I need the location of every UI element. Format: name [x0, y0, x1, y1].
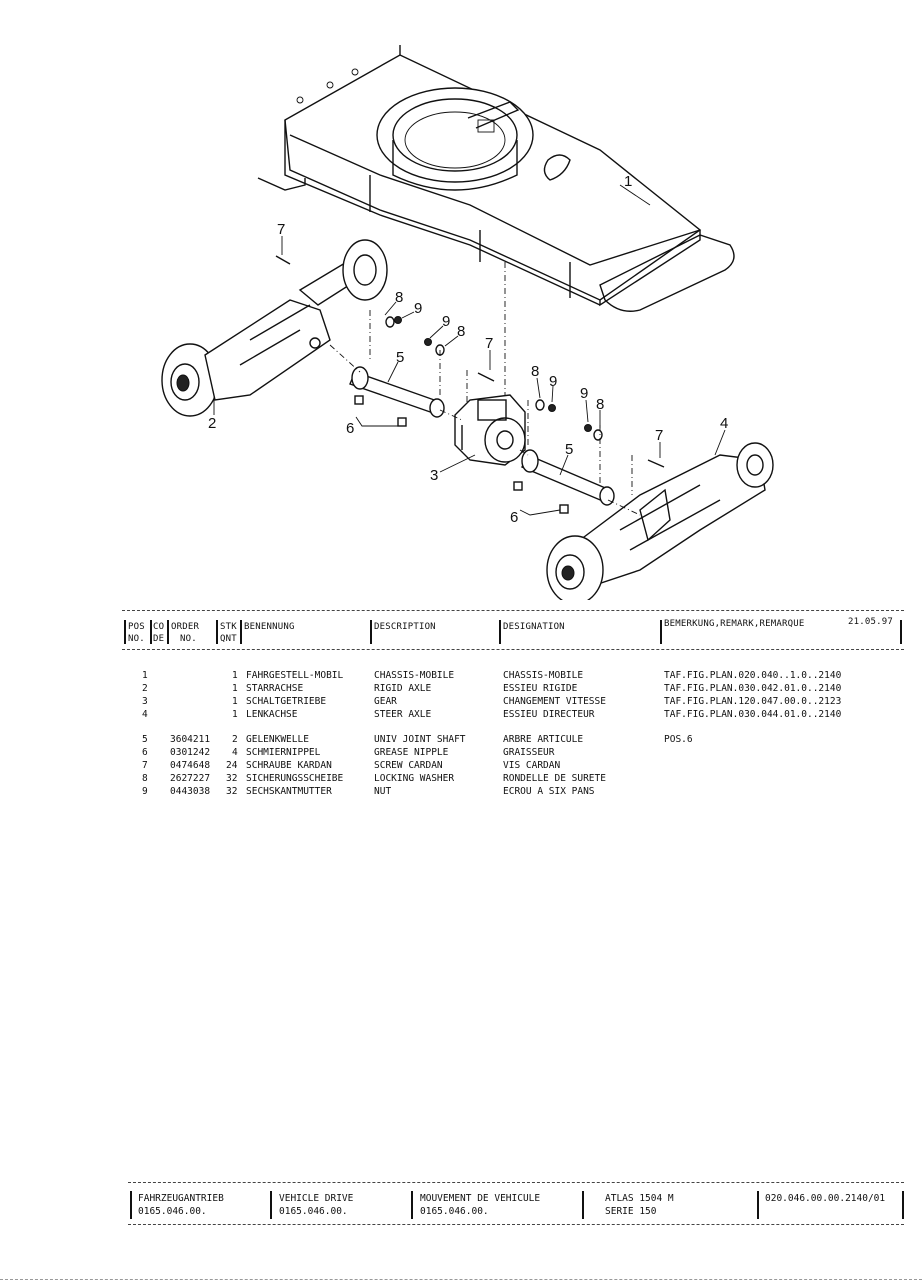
- header-divider: [167, 620, 169, 644]
- header-qty-qnt: QNT: [220, 634, 237, 644]
- footer-divider: [757, 1191, 759, 1219]
- footer-de-title: FAHRZEUGANTRIEB: [138, 1193, 224, 1204]
- header-order-no: NO.: [180, 634, 197, 644]
- table-row-qty: 32: [226, 773, 238, 784]
- callout-1: 1: [624, 173, 633, 190]
- footer-bottom-rule: [128, 1224, 904, 1225]
- table-row-benennung: LENKACHSE: [246, 709, 298, 720]
- table-row-description: LOCKING WASHER: [374, 773, 455, 784]
- table-row-designation: ESSIEU RIGIDE: [503, 683, 578, 694]
- table-row-pos: 8: [142, 773, 148, 784]
- table-row-qty: 1: [232, 670, 238, 681]
- header-order: ORDER: [171, 622, 200, 632]
- header-divider: [900, 620, 902, 644]
- table-row-order: 0301242: [170, 747, 211, 758]
- header-pos-no: NO.: [128, 634, 145, 644]
- header-code: CO: [153, 622, 165, 632]
- footer-divider: [270, 1191, 272, 1219]
- callout-8d: 8: [596, 396, 605, 413]
- table-row-designation: ECROU A SIX PANS: [503, 786, 595, 797]
- table-row-pos: 6: [142, 747, 148, 758]
- table-row-benennung: SCHALTGETRIEBE: [246, 696, 327, 707]
- table-row-remark: TAF.FIG.PLAN.030.042.01.0..2140: [664, 683, 842, 694]
- callout-5b: 5: [565, 441, 574, 458]
- table-row-qty: 1: [232, 683, 238, 694]
- table-row-order: 3604211: [170, 734, 211, 745]
- footer-fr-code: 0165.046.00.: [420, 1206, 489, 1217]
- footer-fr-title: MOUVEMENT DE VEHICULE: [420, 1193, 541, 1204]
- table-row-qty: 2: [232, 734, 238, 745]
- header-pos: POS: [128, 622, 145, 632]
- callout-7b: 7: [485, 335, 494, 352]
- table-row-pos: 2: [142, 683, 148, 694]
- table-row-description: STEER AXLE: [374, 709, 432, 720]
- callout-9d: 9: [580, 385, 589, 402]
- callout-3: 3: [430, 467, 439, 484]
- table-row-designation: VIS CARDAN: [503, 760, 561, 771]
- table-row-order: 0443038: [170, 786, 211, 797]
- table-row-order: 0474648: [170, 760, 211, 771]
- table-row-designation: ARBRE ARTICULE: [503, 734, 584, 745]
- exploded-parts-drawing: [0, 0, 922, 600]
- callout-6b: 6: [510, 509, 519, 526]
- table-top-rule: [122, 610, 904, 611]
- callout-2: 2: [208, 415, 217, 432]
- table-row-designation: RONDELLE DE SURETE: [503, 773, 606, 784]
- table-row-benennung: SCHMIERNIPPEL: [246, 747, 321, 758]
- header-divider: [150, 620, 152, 644]
- table-row-qty: 24: [226, 760, 238, 771]
- footer-de-code: 0165.046.00.: [138, 1206, 207, 1217]
- footer-drawing-number: 020.046.00.00.2140/01: [765, 1193, 886, 1204]
- table-row-benennung: SECHSKANTMUTTER: [246, 786, 332, 797]
- table-row-remark: TAF.FIG.PLAN.030.044.01.0..2140: [664, 709, 842, 720]
- callout-7c: 7: [655, 427, 664, 444]
- table-row-description: SCREW CARDAN: [374, 760, 443, 771]
- footer-divider: [582, 1191, 584, 1219]
- table-row-qty: 1: [232, 709, 238, 720]
- header-divider: [240, 620, 242, 644]
- footer-series: SERIE 150: [605, 1206, 657, 1217]
- table-row-pos: 3: [142, 696, 148, 707]
- table-row-benennung: SCHRAUBE KARDAN: [246, 760, 332, 771]
- header-divider: [499, 620, 501, 644]
- table-row-qty: 32: [226, 786, 238, 797]
- table-row-description: GREASE NIPPLE: [374, 747, 449, 758]
- rigid-axle-drawing: [162, 240, 387, 416]
- footer-divider: [902, 1191, 904, 1219]
- footer-en-code: 0165.046.00.: [279, 1206, 348, 1217]
- header-qty: STK: [220, 622, 237, 632]
- header-divider: [216, 620, 218, 644]
- table-header-rule: [122, 649, 904, 650]
- table-row-order: 2627227: [170, 773, 211, 784]
- callout-5a: 5: [396, 349, 405, 366]
- header-description: DESCRIPTION: [374, 622, 436, 632]
- table-row-benennung: SICHERUNGSSCHEIBE: [246, 773, 344, 784]
- steer-axle-drawing: [547, 443, 773, 600]
- table-row-pos: 1: [142, 670, 148, 681]
- header-benennung: BENENNUNG: [244, 622, 295, 632]
- table-row-qty: 4: [232, 747, 238, 758]
- callout-7a: 7: [277, 221, 286, 238]
- callout-9c: 9: [549, 373, 558, 390]
- table-row-description: NUT: [374, 786, 392, 797]
- table-row-benennung: GELENKWELLE: [246, 734, 309, 745]
- table-row-description: CHASSIS-MOBILE: [374, 670, 455, 681]
- callout-8c: 8: [531, 363, 540, 380]
- table-row-designation: CHANGEMENT VITESSE: [503, 696, 606, 707]
- table-row-qty: 1: [232, 696, 238, 707]
- table-row-designation: CHASSIS-MOBILE: [503, 670, 584, 681]
- header-divider: [124, 620, 126, 644]
- table-row-pos: 9: [142, 786, 148, 797]
- footer-divider: [411, 1191, 413, 1219]
- chassis-mobile-drawing: [258, 45, 734, 311]
- footer-top-rule: [128, 1182, 904, 1183]
- header-date: 21.05.97: [848, 617, 893, 627]
- callout-9a: 9: [414, 300, 423, 317]
- table-row-description: RIGID AXLE: [374, 683, 432, 694]
- table-row-benennung: FAHRGESTELL-MOBIL: [246, 670, 344, 681]
- table-row-description: UNIV JOINT SHAFT: [374, 734, 466, 745]
- table-row-description: GEAR: [374, 696, 397, 707]
- table-row-designation: GRAISSEUR: [503, 747, 555, 758]
- table-row-benennung: STARRACHSE: [246, 683, 304, 694]
- table-row-remark: TAF.FIG.PLAN.120.047.00.0..2123: [664, 696, 842, 707]
- header-code-de: DE: [153, 634, 165, 644]
- table-row-remark: POS.6: [664, 734, 693, 745]
- table-row-pos: 7: [142, 760, 148, 771]
- callout-8b: 8: [457, 323, 466, 340]
- callout-4: 4: [720, 415, 729, 432]
- header-remark: BEMERKUNG,REMARK,REMARQUE: [664, 619, 805, 629]
- callout-8a: 8: [395, 289, 404, 306]
- page-bottom-rule: [0, 1279, 922, 1280]
- table-row-pos: 4: [142, 709, 148, 720]
- callout-6a: 6: [346, 420, 355, 437]
- table-row-designation: ESSIEU DIRECTEUR: [503, 709, 595, 720]
- footer-model: ATLAS 1504 M: [605, 1193, 674, 1204]
- header-divider: [660, 620, 662, 644]
- footer-en-title: VEHICLE DRIVE: [279, 1193, 354, 1204]
- callout-9b: 9: [442, 313, 451, 330]
- header-divider: [370, 620, 372, 644]
- footer-divider: [130, 1191, 132, 1219]
- table-row-pos: 5: [142, 734, 148, 745]
- table-row-remark: TAF.FIG.PLAN.020.040..1.0..2140: [664, 670, 842, 681]
- gear-drawing: [455, 395, 525, 465]
- header-designation: DESIGNATION: [503, 622, 565, 632]
